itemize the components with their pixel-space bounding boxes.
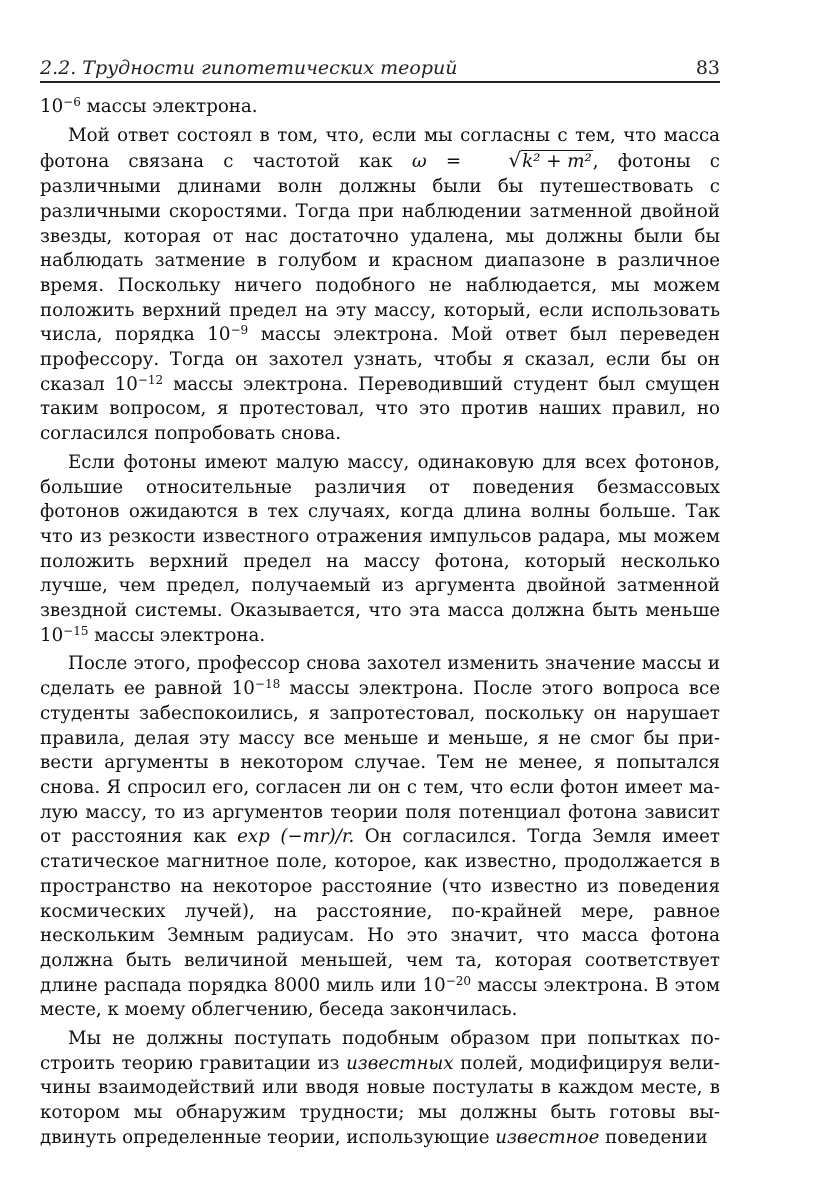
page-body — [40, 95, 720, 1151]
paragraph-continuation: $10^{-6}$ массы электрона. — [40, 95, 258, 117]
formula-exp: exp (−mr)/r. — [237, 826, 355, 848]
paragraph-2: Если фотоны имеют малую массу, одинаковую для всех фотонов, большие относительные различия от поведения безмассовых фотонов ожидаются в тех случаях, когда длина волны больше. Так что из резкости известного отражения импульсов радара, мы можем положить верхний предел на массу фотона, который несколько лучше, чем предел, получаемый из аргумента двойной затменной звездной системы. Оказывается, что эта масса должна быть меньше $10^{-15}$ массы электрона. — [40, 451, 720, 646]
page-number: 83 — [695, 57, 720, 79]
running-header — [40, 55, 720, 83]
book-page — [40, 55, 720, 1151]
paragraph-3: После этого, профессор снова захотел изменить значение массы и сделать ее равной $10^{-18}$ массы электрона. После этого вопроса все студенты забеспокоились, я запротестовал, поскольку он нарушает правила, делая эту массу все меньше и меньше, я не смог бы привести аргументы в некотором случае. Тем не менее, я попытался снова. Я спросил его, согласен ли он с тем, что если фотон имеет малую массу, то из аргументов теории поля потенциал фотона зависит от расстояния как exp (−mr)/r. Он согласился. Тогда Земля имеет статическое магнитное поле, которое, как известно, продолжается в пространство на некоторое расстояние (что известно из поведения космических лучей), на расстояние, по-крайней мере, равное нескольким Земным радиусам. Но это значит, что масса фотона должна быть величиной меньшей, чем та, которая соответствует длине распада порядка 8000 миль или $10^{-20}$ массы электрона. В этом месте, к моему облегчению, беседа закончилась. — [40, 653, 720, 1021]
formula-omega: ω = — [411, 151, 462, 173]
paragraph-1: Мой ответ состоял в том, что, если мы согласны с тем, что масса фотона связана с частотой как ω = √k² + m², фотоны с различными длинами волн должны были бы путешествовать с различными скоростями. Тогда при наблюдении затменной двойной звезды, которая от нас достаточно удалена, мы должны были бы наблюдать затмение в голубом и красном диапазоне в различное время. Поскольку ничего подобного не наблюдается, мы можем положить верхний предел на эту массу, который, если использовать числа, порядка $10^{-9}$ массы электрона. Мой ответ был переведен профессору. Тогда он захотел узнать, чтобы я сказал, если бы он сказал $10^{-12}$ массы электрона. Переводивший студент был смущен таким вопросом, я протестовал, что это против наших правил, но согласился попробовать снова. — [40, 124, 720, 445]
section-title: 2.2. Трудности гипотетических теорий — [40, 57, 458, 79]
paragraph-4: Мы не должны поступать подобным образом при попытках построить теорию гравитации из известных полей, модифицируя величины взаимодействий или вводя новые постулаты в каждом месте, в котором мы обнаружим трудности; мы должны быть готовы выдвинуть определенные теории, использующие известное поведении — [40, 1028, 720, 1148]
sqrt-formula: √k² + m² — [508, 148, 592, 173]
